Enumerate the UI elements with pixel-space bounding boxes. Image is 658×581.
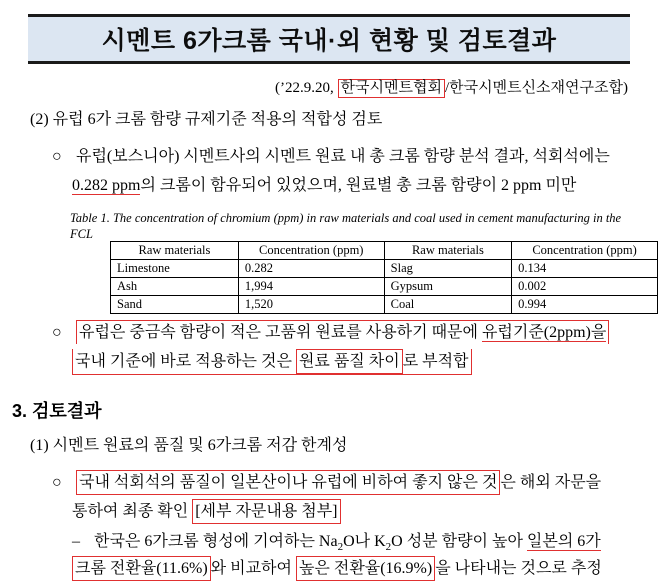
section3-bullet-1 <box>52 470 652 495</box>
table-row <box>111 278 658 296</box>
dash-line1-sub2: 2 <box>385 541 392 554</box>
table-header-raw-materials-2: Raw materials <box>384 242 511 260</box>
section3-heading: 3. 검토결과 <box>12 401 102 421</box>
domestic-limestone-quality-box: 국내 석회석의 품질이 일본산이나 유럽에 비하여 좋지 않은 것 <box>76 470 500 495</box>
raw-material-quality-box: 원료 품질 차이 <box>296 349 403 374</box>
section2-bullet-2-line2 <box>72 349 652 375</box>
dash-line1-c: O 성분 함량이 높아 <box>391 533 527 550</box>
section3-sub1-heading: (1) 시멘트 원료의 품질 및 6가크롬 저감 한계성 <box>30 437 348 454</box>
table-cell: 0.002 <box>512 278 658 296</box>
korea-conversion-rate-box: 높은 전환율(16.9%) <box>296 556 435 581</box>
japan-conversion-rate-box: 크롬 전환율(11.6%) <box>72 556 211 581</box>
section2-bullet-1 <box>52 145 652 168</box>
table-header-concentration-1: Concentration (ppm) <box>238 242 384 260</box>
eu-standard-highlight-line2 <box>72 349 472 375</box>
dash-line1-sub1: 2 <box>337 541 344 554</box>
table-header-row <box>111 242 658 260</box>
table-cell: Ash <box>111 278 239 296</box>
bullet2-line2-a: 국내 기준에 바로 적용하는 것은 <box>75 353 296 370</box>
section3-bullet1-line1-tail: 은 해외 자문을 <box>500 474 602 491</box>
table-caption: Table 1. The concentration of chromium (ppm) in raw materials and coal used in cement manufacturing in the FCL <box>70 211 622 242</box>
dash-line1-b: O나 K <box>343 533 386 550</box>
chromium-concentration-table <box>110 241 658 314</box>
section2-bullet1-line2-tail: 의 크롬이 함유되어 있었으며, 원료별 총 크롬 함량이 2 ppm 미만 <box>140 177 577 194</box>
credit-prefix: (’22.9.20, <box>275 80 338 96</box>
credit-association-highlight: 한국시멘트협회 <box>338 79 445 98</box>
page-title-banner <box>28 14 630 64</box>
credit-suffix: /한국시멘트신소재연구조합) <box>444 80 628 96</box>
credit-line <box>275 76 628 98</box>
table-row <box>111 260 658 278</box>
table-cell: Coal <box>384 296 511 314</box>
eu-criteria-2ppm: 유럽기준(2ppm)을 <box>481 324 607 341</box>
bullet2-line1-a: 유럽은 중금속 함량이 적은 고품위 원료를 사용하기 때문에 <box>79 324 482 341</box>
limestone-ppm-value: 0.282 ppm <box>72 177 141 194</box>
bullet2-line2-b: 로 부적합 <box>402 353 469 370</box>
bullet-marker-icon: ○ <box>52 324 62 341</box>
section3-dash-item <box>72 530 658 556</box>
dash-marker-icon: – <box>72 533 80 550</box>
section3-bullet-1-line2 <box>72 499 652 524</box>
table-cell: 1,994 <box>238 278 384 296</box>
dash-line2-d: 을 나타내는 것으로 추정 <box>435 560 602 577</box>
section2-bullet-1-line2 <box>72 174 652 197</box>
advisory-attachment-box: [세부 자문내용 첨부] <box>192 499 340 524</box>
table-cell: 1,520 <box>238 296 384 314</box>
bullet-marker-icon: ○ <box>52 148 62 165</box>
table-row <box>111 296 658 314</box>
table-cell: 0.994 <box>512 296 658 314</box>
table-cell: 0.134 <box>512 260 658 278</box>
japan-chromium-label: 일본의 6가 <box>526 533 601 550</box>
section2-heading: (2) 유럽 6가 크롬 함량 규제기준 적용의 적합성 검토 <box>30 111 383 128</box>
dash-line1-a: 한국은 6가크롬 형성에 기여하는 Na <box>94 533 338 550</box>
table-header-concentration-2: Concentration (ppm) <box>512 242 658 260</box>
table-cell: Gypsum <box>384 278 511 296</box>
bullet-marker-icon: ○ <box>52 474 62 491</box>
page-title: 시멘트 6가크롬 국내·외 현황 및 검토결과 <box>101 27 557 55</box>
section2-bullet1-line1: 유럽(보스니아) 시멘트사의 시멘트 원료 내 총 크롬 함량 분석 결과, 석회석에는 <box>76 148 610 165</box>
dash-line2-b: 와 비교하여 <box>210 560 296 577</box>
section2-bullet-2 <box>52 320 652 344</box>
table-cell: Slag <box>384 260 511 278</box>
table-cell: Sand <box>111 296 239 314</box>
table-cell: 0.282 <box>238 260 384 278</box>
table-header-raw-materials-1: Raw materials <box>111 242 239 260</box>
section3-dash-item-line2 <box>72 556 658 581</box>
eu-standard-highlight-line1 <box>76 320 609 344</box>
section3-bullet1-line2-a: 통하여 최종 확인 <box>72 503 193 520</box>
table-cell: Limestone <box>111 260 239 278</box>
